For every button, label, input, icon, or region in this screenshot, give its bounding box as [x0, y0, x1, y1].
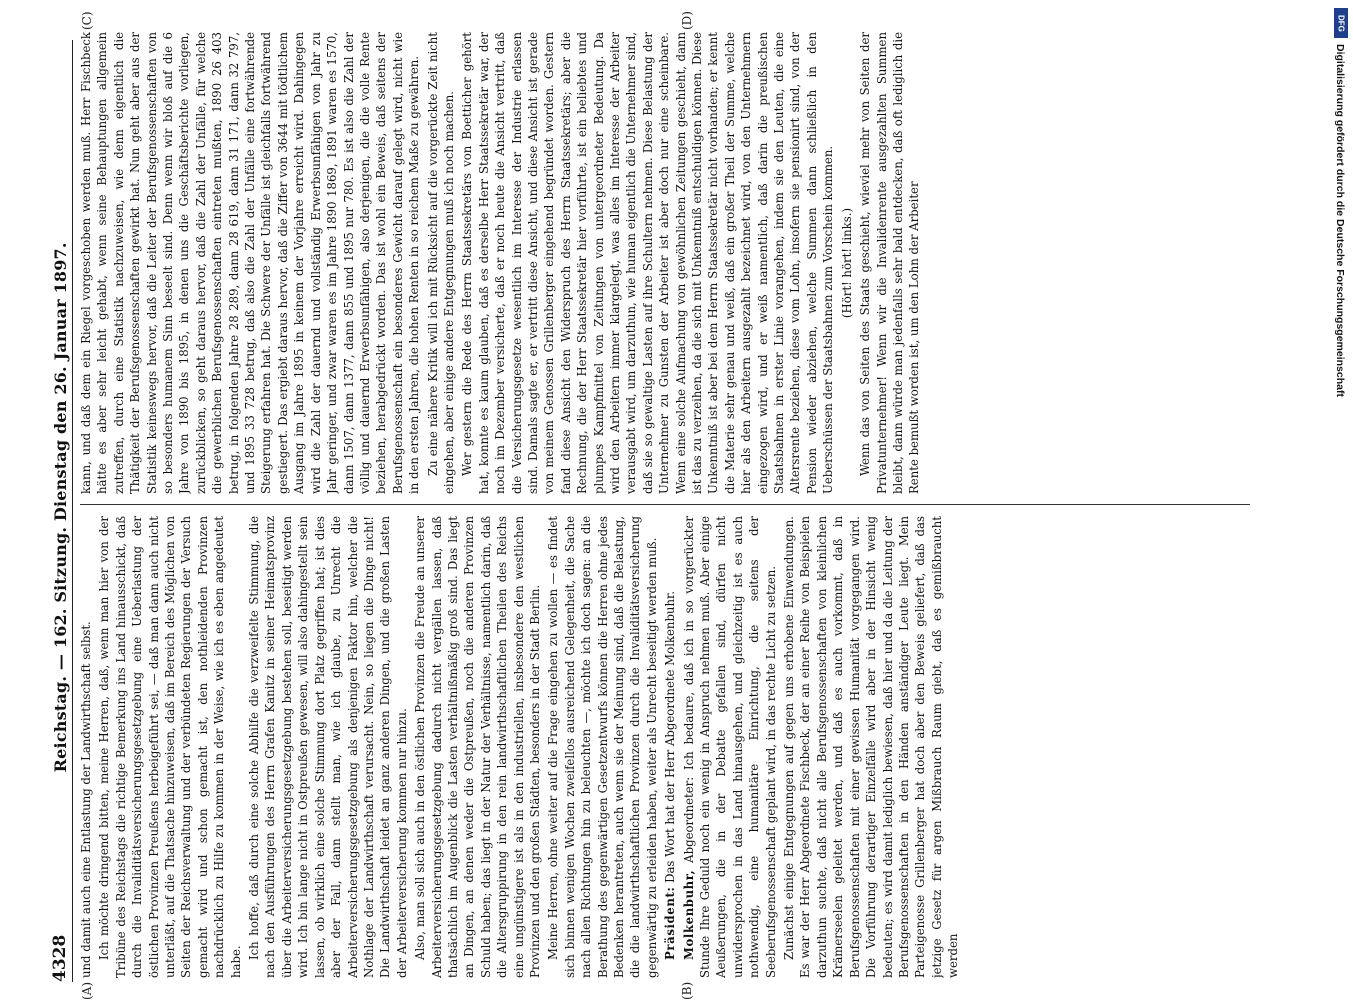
paragraph: Meine Herren, ohne weiter auf die Frage eingehen zu wollen — es findet sich binnen wenigen Wochen zweifellos ausreichend Gelegenheit, die Sache nach allen Richtungen hin zu beleuchten —, möchte ich doch sagen: an die Berathung des gegenwärtigen Gesetzentwurfs können die Herren ohne jedes Bedenken herantreten, auch wenn sie der Meinung sind, daß die Belastung, die die landwirthschaftlichen Provinzen durch die Invaliditätsversicherung gegenwärtig zu erleiden haben, weiter als Unrecht beseitigt werden muß.	[546, 516, 659, 978]
column-divider	[80, 504, 1250, 505]
running-title: Reichstag. — 162. Sitzung. Dienstag den 26. Januar 1897.	[51, 242, 70, 773]
page-header	[48, 40, 73, 982]
president-text: Das Wort hat der Herr Abgeordnete Molkenbuhr.	[663, 590, 678, 883]
speaker-name: Molkenbuhr,	[681, 869, 696, 960]
paragraph: Wenn das von Seiten des Staats geschieht, wieviel mehr von Seiten der Privatunternehmer! Wenn wir die Invalidenrente ausgezahlten Summen bleibt, dann würde man jedenfalls sehr bald entdecken, daß oft lediglich die Rente bemußt worden ist, um den Lohn der Arbeiter	[858, 32, 922, 494]
margin-marker-a: (A)	[80, 981, 94, 1000]
president-paragraph	[662, 516, 678, 978]
page-number: 4328	[50, 934, 70, 982]
right-column	[78, 32, 1248, 494]
president-label: Präsident:	[663, 886, 678, 960]
dfg-logo-icon: DFG	[1334, 8, 1348, 38]
left-column	[78, 516, 1248, 978]
speaker-text: Abgeordneter: Ich bedaure, daß ich in so vorgerückter Stunde Ihre Geduld noch ein wenig in Anspruch nehmen muß. Aber einige Aeußerungen, die in der Debatte gefallen sind, dürfen nicht unwidersprochen in das Land hinausgehen, und gleichzeitig ist es auch nothwendig, eine humanitäre Einrichtung, die seitens der Seeberufsgenossenschaft geplant wird, in das rechte Licht zu setzen.	[681, 516, 778, 978]
paragraph: Ich möchte dringend bitten, meine Herren, daß, wenn man hier von der Tribüne des Reichstags die richtige Bemerkung ins Land hinausschickt, daß durch die Invaliditätsversicherungsgesetzgebung eine Ueberlastung der östlichen Provinzen Preußens herbeigeführt sei, — daß man dann auch nicht unterläßt, auf die Thatsache hinzuweisen, daß im Bereich des Möglichen von Seiten der Reichsverwaltung und der verbündeten Regierungen der Versuch gemacht wird und schon gemacht ist, den nothleidenden Provinzen nachdrücklich zu Hilfe zu kommen in der Weise, wie ich es eben angedeutet habe.	[97, 516, 243, 978]
margin-marker-d: (D)	[680, 11, 694, 30]
interjection: (Hört! hört! links.)	[839, 207, 854, 319]
paragraph: und damit auch eine Entlastung der Landwirthschaft selbst.	[79, 621, 93, 978]
paragraph: Zunächst einige Entgegnungen auf gegen uns erhobene Einwendungen. Es war der Herr Abgeordnete Fischbeck, der an einer Reihe von Beispielen darzuthun suchte, daß nicht alle Berufsgenossenschaften von kleinlichen Krämerseelen geleitet werden, und daß es auch vorkommt, daß in Berufsgenossenschaften mit einer gewissen Humanität vorgegangen wird. Die Vorführung derartiger Einzelfälle wird aber in der Hinsicht wenig bedeuten; es wird damit lediglich bewiesen, daß hier und da die Leitung der Berufsgenossenschaften in den Händen anständiger Leute liegt. Mein Parteigenosse Grillenberger hat doch aber den Beweis geliefert, daß das jetzige Gesetz für argen Mißbrauch Raum giebt, daß es gemißbraucht werden	[782, 516, 961, 978]
margin-marker-c: (C)	[80, 11, 94, 30]
paragraph: Zu eine nähere Kritik will ich mit Rücksicht auf die vorgerückte Zeit nicht eingehen, aber einige andere Entgegnungen muß ich noch machen.	[425, 32, 456, 494]
margin-marker-b: (B)	[680, 981, 694, 1000]
paragraph: kann, und daß dem ein Riegel vorgeschoben werden muß. Herr Fischbeck hätte es aber sehr leicht gehabt, wenn seine Behauptungen allgemein zutreffen, durch eine Statistik nachzuweisen, wie denn eigentlich die Thätigkeit der Berufsgenossenschaften gewirkt hat. Nun geht aber aus der Statistik keineswegs hervor, daß die Leiter der Berufsgenossenschaften von so besonders humanem Sinn beseelt sind. Denn wenn wir bloß auf die 6 Jahre von 1890 bis 1895, in denen uns die Geschäftsberichte vorliegen, zurückblicken, so geht daraus hervor, daß die Zahl der Unfälle, für welche die gewerblichen Berufsgenossenschaften eintreten mußten, 1890 26 403 betrug, in folgenden Jahre 28 289, dann 28 619, dann 31 171, dann 32 797, und 1895 33 728 betrug, daß also die Zahl der Unfälle eine fortwährende Steigerung erfahren hat. Die Schwere der Unfälle ist gleichfalls fortwährend gestiegert. Das ergiebt daraus hervor, daß die Ziffer von 3644 mit tödtlichem Ausgang im Jahre 1895 in keinem der Vorjahre erreicht wird. Dahingegen wird die Zahl der dauernd und vollständig Erwerbsunfähigen von Jahr zu Jahr geringer, und zwar waren es im Jahre 1890 1869, 1891 waren es 1570, dann 1507, dann 1377, dann 855 und 1895 nur 780. Es ist also die Zahl der völlig und dauernd Erwerbsunfähigen, also derjenigen, die die volle Rente beziehen, herabgedrückt worden. Das ist wohl ein Beweis, daß seitens der Berufsgenossenschaft ein besonderes Gewicht darauf gelegt wird, nicht wie in den ersten Jahren, die hohen Renten in so reichem Maße zu gewähren.	[79, 32, 422, 494]
speaker-paragraph	[681, 516, 779, 978]
digitization-credit: Digitalisierung gefördert durch die Deutsche Forschungsgemeinschaft	[1334, 44, 1346, 397]
paragraph: Also, man soll sich auch in den östlichen Provinzen die Freude an unserer Arbeiterversicherungsgesetzgebung dadurch nicht vergällen lassen, daß thatsächlich im Augenblick die Lasten verhältnißmäßig groß sind. Das liegt an Dingen, an denen weder die Ostpreußen, noch die anderen Provinzen Schuld haben; das liegt in der Natur der Verhältnisse, namentlich darin, daß die Altersgruppirung in den rein landwirthschaftlichen Theilen des Reichs eine ungünstigere ist als in den industriellen, insbesondere den westlichen Provinzen und den großen Städten, besonders in der Stadt Berlin.	[413, 516, 542, 978]
paragraph: Wer gestern die Rede des Herrn Staatssekretärs von Boetticher gehört hat, konnte es kaum glauben, daß es derselbe Herr Staatssekretär war, der noch im Dezember versicherte, daß er noch heute die Ansicht vertritt, daß die Versicherungsgesetze wesentlich im Interesse der Industrie erlassen sind. Damals sagte er, er vertritt diese Ansicht, und diese Ansicht ist gerade von meinem Genossen Grillenberger eingehend begründet worden. Gestern fand diese Ansicht den Widerspruch des Herrn Staatssekretärs; aber die Rechnung, die der Herr Staatssekretär hier vorführte, ist ein beliebtes und plumpes Kampfmittel von Zeitungen von untergeordneter Bedeutung. Da wird den Arbeitern immer klargelegt, was alles im Interesse der Arbeiter verausgabt wird, um darzuthun, wie human eigentlich die Unternehmer sind, daß sie so gewaltige Lasten auf ihre Schultern nehmen. Diese Belastung der Unternehmer zu Gunsten der Arbeiter ist aber doch nur eine scheinbare. Wenn eine solche Aufmachung von gewöhnlichen Zeitungen geschieht, dann ist das zu verzeihen, da die sich mit Unkenntniß entschuldigen können. Diese Unkenntniß ist aber bei dem Herrn Staatssekretär nicht vorhanden; er kennt die Materie sehr genau und weiß, daß ein großer Theil der Summe, welche hier als den Arbeitern ausgezahlt bezeichnet wird, von den Unternehmern eingezogen wird, und er weiß namentlich, daß darin die preußischen Staatsbahnen in erster Linie vorangehen, indem sie den Leuten, die eine Altersrente beziehen, diese vom Lohn, insofern sie pensionirt sind, von der Pension wieder abziehen, welche Summen dann schließlich in den Ueberschüssen der Staatsbahnen zum Vorschein kommen.	[460, 32, 836, 494]
paragraph: Ich hoffe, daß durch eine solche Abhilfe die verzweifelte Stimmung, die nach den Ausführungen des Herrn Grafen Kanitz in seiner Heimatsprovinz über die Arbeiterversicherungsgesetzgebung bestehen soll, beseitigt werden wird. Ich bin lange nicht in Ostpreußen gewesen, will also dahingestellt sein lassen, ob wirklich eine solche Stimmung dort Platz gegriffen hat; ist dies aber der Fall, dann stellt man, wie ich glaube, zu Unrecht die Arbeiterversicherungsgesetzgebung als denjenigen Faktor hin, welcher die Nothlage der Landwirthschaft verursacht. Nein, so liegen die Dinge nicht! Die Landwirthschaft leidet an ganz anderen Dingen, und die großen Lasten der Arbeiterversicherung kommen nur hinzu.	[247, 516, 409, 978]
